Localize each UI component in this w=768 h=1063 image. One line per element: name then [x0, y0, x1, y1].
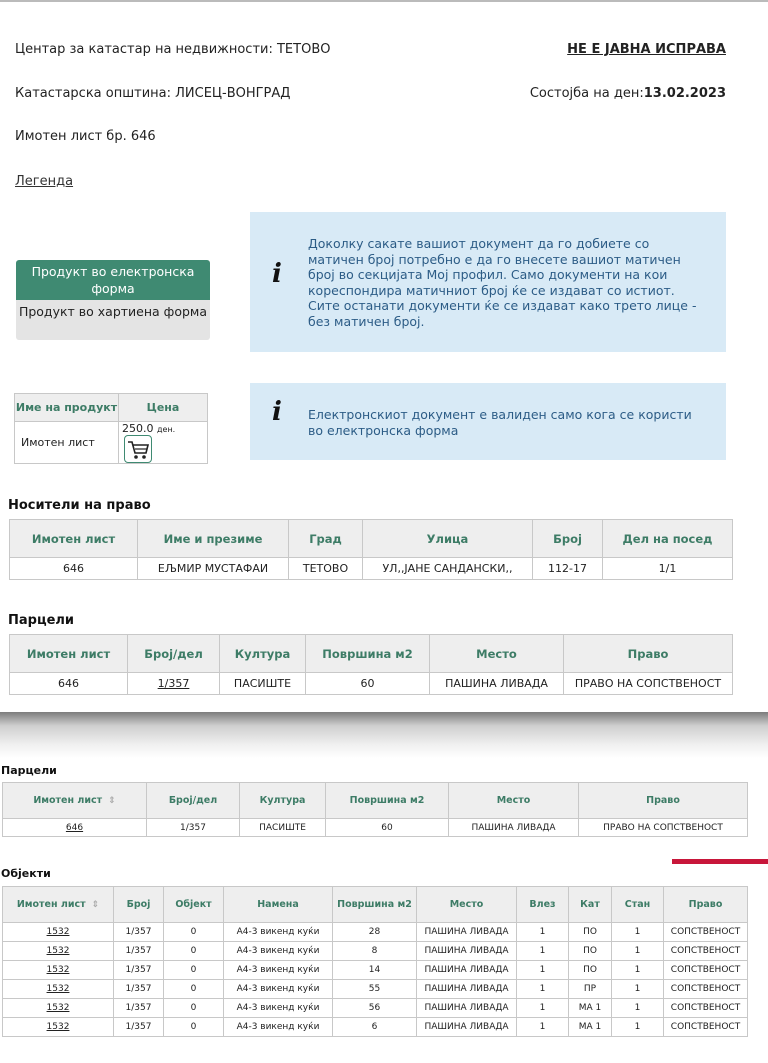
table-row: [3, 980, 748, 999]
cell: 1: [517, 961, 569, 980]
cell: 1/1: [603, 558, 733, 580]
property-sheet-number: Имотен лист бр. 646: [15, 129, 156, 144]
col-price: Цена: [119, 394, 208, 422]
parcel-link[interactable]: 1/357: [157, 677, 190, 690]
cell: 1: [517, 1018, 569, 1037]
cell: 60: [326, 819, 449, 837]
col-header: Стан: [612, 887, 664, 923]
cell: МА 1: [569, 1018, 612, 1037]
cell[interactable]: [3, 961, 114, 980]
cell: 646: [10, 558, 138, 580]
cell: СОПСТВЕНОСТ: [664, 1018, 748, 1037]
page-separator: [0, 712, 768, 758]
state-date: 13.02.2023: [643, 86, 726, 101]
cell: ПРАВО НА СОПСТВЕНОСТ: [564, 673, 733, 695]
col-product-name: Име на продукт: [15, 394, 119, 422]
not-public-label: НЕ Е ЈАВНА ИСПРАВА: [567, 42, 726, 57]
cell: МА 1: [569, 999, 612, 1018]
col-header: Број/дел: [128, 635, 220, 673]
cell: ПАШИНА ЛИВАДА: [417, 1018, 517, 1037]
table-row: [3, 942, 748, 961]
col-header: Име и презиме: [138, 520, 289, 558]
col-header: Број: [533, 520, 603, 558]
table-header-row: [10, 520, 733, 558]
legend-link[interactable]: Легенда: [15, 174, 74, 189]
property-sheet-link[interactable]: 1532: [46, 984, 70, 994]
cell: А4-3 викенд куќи: [224, 1018, 333, 1037]
cell: ПО: [569, 942, 612, 961]
parcels-table: [9, 634, 733, 695]
cell: 1: [612, 1018, 664, 1037]
cell: 646: [10, 673, 128, 695]
sort-icon[interactable]: ⇕: [91, 900, 100, 910]
info-text-2: Електронскиот документ е валиден само кога се користи во електронска форма: [308, 407, 692, 438]
col-header: Дел на посед: [603, 520, 733, 558]
cell: 1/357: [114, 923, 164, 942]
cell: А4-3 викенд куќи: [224, 961, 333, 980]
cell: СОПСТВЕНОСТ: [664, 980, 748, 999]
cell[interactable]: [3, 980, 114, 999]
cell: ЕЉМИР МУСТАФАИ: [138, 558, 289, 580]
cell: ПРАВО НА СОПСТВЕНОСТ: [579, 819, 748, 837]
price-value: 250.0: [122, 422, 154, 435]
property-sheet-link[interactable]: 1532: [46, 965, 70, 975]
col-header: Имотен лист: [10, 635, 128, 673]
cell[interactable]: [3, 1018, 114, 1037]
cell: А4-3 викенд куќи: [224, 942, 333, 961]
table-row: [3, 819, 748, 837]
holders-title: Носители на право: [8, 498, 151, 513]
col-header: Право: [579, 783, 748, 819]
cell: 1: [517, 942, 569, 961]
col-header: Место: [417, 887, 517, 923]
table-row: [3, 999, 748, 1018]
product-name: Имотен лист: [15, 422, 119, 464]
product-price-cell: [119, 422, 208, 464]
objects-table-body: [3, 923, 748, 1037]
cell: ПАСИШТЕ: [240, 819, 326, 837]
cell: 1: [612, 999, 664, 1018]
cell: 1/357: [147, 819, 240, 837]
cell: А4-3 викенд куќи: [224, 999, 333, 1018]
cell: 1/357: [114, 961, 164, 980]
parcels2-title: Парцели: [1, 764, 57, 777]
cell: ПР: [569, 980, 612, 999]
table-row: [3, 961, 748, 980]
property-sheet-link[interactable]: 1532: [46, 1003, 70, 1013]
sort-icon[interactable]: ⇕: [108, 796, 116, 806]
cell[interactable]: [3, 923, 114, 942]
cell: ПАШИНА ЛИВАДА: [417, 999, 517, 1018]
cell: 0: [164, 942, 224, 961]
cell: УЛ,,ЈАНЕ САНДАНСКИ,,: [363, 558, 533, 580]
electronic-product-button[interactable]: Продукт во електронска форма: [16, 260, 210, 300]
cell: 1/357: [114, 1018, 164, 1037]
col-header-sortable[interactable]: Имотен лист ⇕: [3, 783, 147, 819]
cell: СОПСТВЕНОСТ: [664, 961, 748, 980]
col-header: Број/дел: [147, 783, 240, 819]
table-row: [10, 673, 733, 695]
matching-number-info-box: [250, 212, 726, 352]
col-header-sortable[interactable]: Имотен лист ⇕: [3, 887, 114, 923]
table-header-row: [10, 635, 733, 673]
cell: 56: [333, 999, 417, 1018]
cell: СОПСТВЕНОСТ: [664, 942, 748, 961]
col-header: Право: [664, 887, 748, 923]
cell: 112-17: [533, 558, 603, 580]
table-header-row: [3, 783, 748, 819]
parcels-title: Парцели: [8, 613, 75, 628]
product-price-table: [14, 393, 208, 464]
cell: ПАШИНА ЛИВАДА: [417, 923, 517, 942]
property-sheet-link[interactable]: 1532: [46, 927, 70, 937]
col-header: Објект: [164, 887, 224, 923]
col-header: Култура: [220, 635, 306, 673]
cell: 1: [612, 923, 664, 942]
cell: ПАШИНА ЛИВАДА: [449, 819, 579, 837]
property-sheet-link[interactable]: 646: [65, 822, 84, 833]
property-sheet-link[interactable]: 1532: [46, 946, 70, 956]
cell: 1: [517, 999, 569, 1018]
col-header: Култура: [240, 783, 326, 819]
cell: 0: [164, 1018, 224, 1037]
cell: 1: [517, 923, 569, 942]
electronic-validity-info-box: [250, 383, 726, 460]
cell: 0: [164, 923, 224, 942]
col-header: Површина м2: [326, 783, 449, 819]
cell: 6: [333, 1018, 417, 1037]
col-header: Кат: [569, 887, 612, 923]
cell: ПАШИНА ЛИВАДА: [417, 942, 517, 961]
cell: 14: [333, 961, 417, 980]
table-row: [3, 1018, 748, 1037]
cell[interactable]: [3, 999, 114, 1018]
cell: А4-3 викенд куќи: [224, 980, 333, 999]
col-header: Намена: [224, 887, 333, 923]
bottom-document-panel: [0, 758, 768, 1063]
cell: 60: [306, 673, 430, 695]
cell: СОПСТВЕНОСТ: [664, 923, 748, 942]
cell: 1: [517, 980, 569, 999]
table-row: [3, 923, 748, 942]
cell: 1/357: [114, 999, 164, 1018]
accent-bar: [672, 859, 768, 864]
cell[interactable]: [3, 819, 147, 837]
col-header: Улица: [363, 520, 533, 558]
col-header: Влез: [517, 887, 569, 923]
col-header: Град: [289, 520, 363, 558]
cell: 1: [612, 980, 664, 999]
property-sheet-link[interactable]: 1532: [46, 1022, 70, 1032]
info-text-1: Доколку сакате вашиот документ да го добиете со матичен број потребно е да го внесете вашиот матичен број во секцијата Мој профил. Само документи на кои кореспондира матичниот број ќе се издават со истиот. Сите останати документи ќе се издават како трето лице - без матичен број.: [308, 236, 697, 329]
cadastre-center: Центар за катастар на недвижности: ТЕТОВО: [15, 42, 331, 57]
state-label: Состојба на ден:: [529, 86, 644, 101]
cell: СОПСТВЕНОСТ: [664, 999, 748, 1018]
objects-table: [2, 886, 748, 1037]
holders-table: [9, 519, 733, 580]
col-header: Имотен лист: [10, 520, 138, 558]
cell: 0: [164, 999, 224, 1018]
paper-product-button[interactable]: Продукт во хартиена форма: [16, 300, 210, 340]
col-header: Површина м2: [333, 887, 417, 923]
cell: 0: [164, 980, 224, 999]
cell: 1/357: [114, 942, 164, 961]
cart-icon[interactable]: [124, 435, 152, 463]
cell: ТЕТОВО: [289, 558, 363, 580]
col-header: Број: [114, 887, 164, 923]
cell: ПАСИШТЕ: [220, 673, 306, 695]
cell: ПО: [569, 961, 612, 980]
col-header: Место: [449, 783, 579, 819]
cell: 1/357: [114, 980, 164, 999]
cell: ПАШИНА ЛИВАДА: [430, 673, 564, 695]
cell[interactable]: [128, 673, 220, 695]
cell: 1: [612, 961, 664, 980]
info-icon: i: [272, 397, 282, 427]
table-row: [10, 558, 733, 580]
cell: 0: [164, 961, 224, 980]
objects-title: Објекти: [1, 867, 51, 880]
cell: ПАШИНА ЛИВАДА: [417, 961, 517, 980]
col-header: Право: [564, 635, 733, 673]
cell: 55: [333, 980, 417, 999]
col-header: Место: [430, 635, 564, 673]
col-header: Површина м2: [306, 635, 430, 673]
cell: 28: [333, 923, 417, 942]
cell: ПО: [569, 923, 612, 942]
cell: 8: [333, 942, 417, 961]
cadastral-municipality: Катастарска општина: ЛИСЕЦ-ВОНГРАД: [15, 86, 291, 101]
cell: А4-3 викенд куќи: [224, 923, 333, 942]
cell: ПАШИНА ЛИВАДА: [417, 980, 517, 999]
parcels2-table: [2, 782, 748, 837]
price-currency: ден.: [157, 425, 176, 434]
state-date-line: [530, 86, 726, 101]
info-icon: i: [272, 259, 282, 289]
cell[interactable]: [3, 942, 114, 961]
table-header-row: [3, 887, 748, 923]
cell: 1: [612, 942, 664, 961]
